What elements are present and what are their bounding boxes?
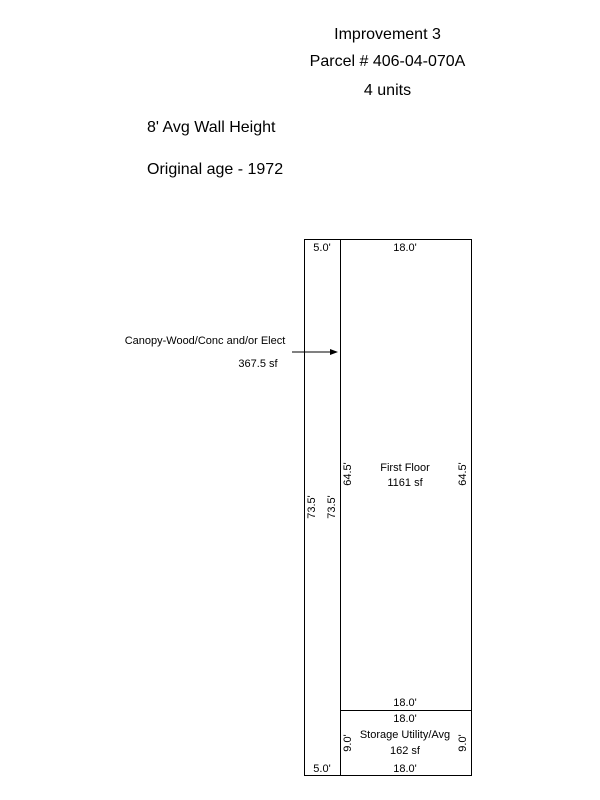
original-age-note: Original age - 1972 <box>147 161 284 178</box>
storage-top-dimension: 18.0' <box>393 713 417 725</box>
storage-area: 162 sf <box>390 745 420 757</box>
first-floor-bottom-dimension: 18.0' <box>393 697 417 709</box>
storage-right-dimension: 9.0' <box>457 734 469 752</box>
canopy-left-dimension: 73.5' <box>306 495 318 519</box>
first-floor-area: 1161 sf <box>387 477 423 489</box>
canopy-top-dimension: 5.0' <box>313 242 331 254</box>
improvement-title: Improvement 3 <box>334 26 441 43</box>
first-floor-left-dimension: 64.5' <box>342 462 354 486</box>
first-floor-top-dimension: 18.0' <box>393 242 417 254</box>
canopy-right-dimension: 73.5' <box>326 495 338 519</box>
canopy-label: Canopy-Wood/Conc and/or Elect <box>124 335 286 347</box>
storage-left-dimension: 9.0' <box>342 734 354 752</box>
first-floor-right-dimension: 64.5' <box>457 462 469 486</box>
parcel-number: Parcel # 406-04-070A <box>309 53 466 70</box>
canopy-area: 367.5 sf <box>238 358 278 370</box>
canopy-callout-arrowhead <box>330 349 338 355</box>
first-floor-label: First Floor <box>380 462 430 474</box>
first-floor-outline <box>341 240 472 711</box>
unit-count: 4 units <box>363 82 412 99</box>
storage-label: Storage Utility/Avg <box>359 729 451 741</box>
wall-height-note: 8' Avg Wall Height <box>147 119 276 136</box>
storage-bottom-dimension: 18.0' <box>393 763 417 775</box>
canopy-bottom-dimension: 5.0' <box>313 763 331 775</box>
